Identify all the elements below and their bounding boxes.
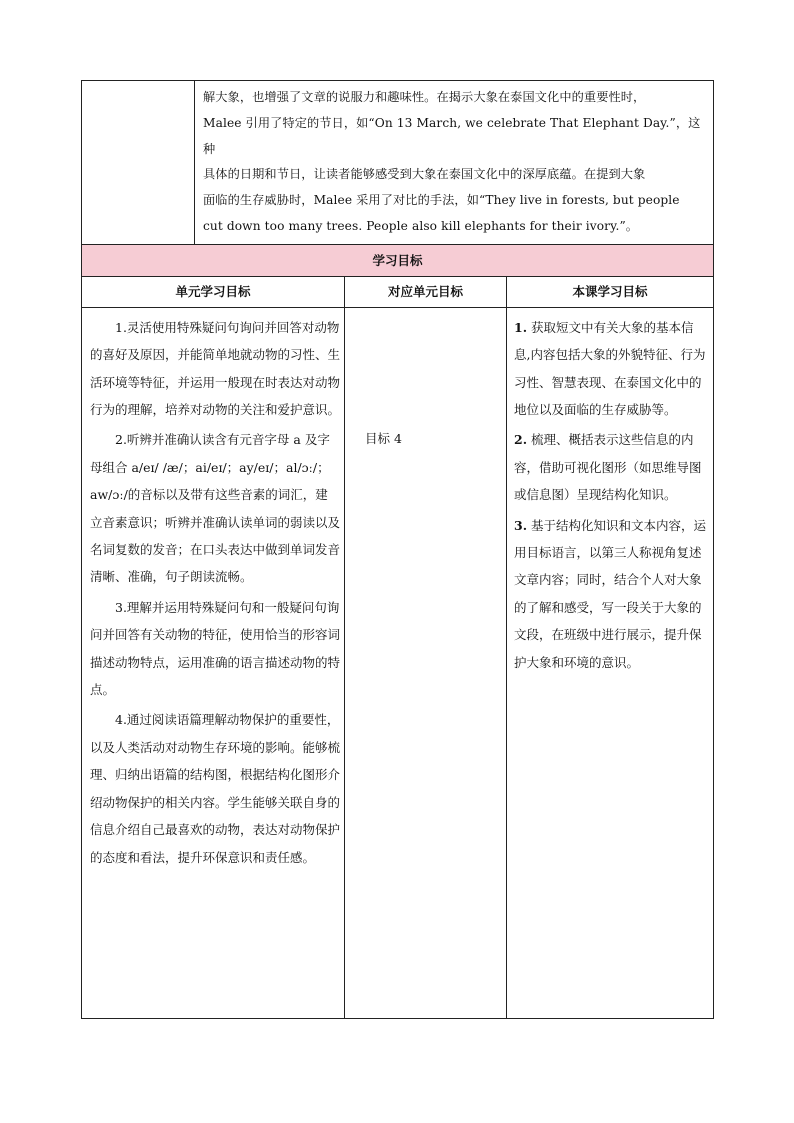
intro-row [82, 81, 714, 245]
lesson-goal-item [514, 426, 709, 508]
lesson-goal-text: 基于结构化知识和文本内容，运用目标语言，以第三人称视角复述文章内容；同时，结合个人对大象的了解和感受，写一段关于大象的文段，在班级中进行展示，提升保护大象和环境的意识。 [514, 517, 707, 670]
lesson-goal-text: 获取短文中有关大象的基本信息,内容包括大象的外貌特征、行为习性、智慧表现、在泰国文化中的地位以及面临的生存威胁等。 [514, 319, 706, 417]
lesson-goal-text: 梳理、概括表示这些信息的内容，借助可视化图形（如思维导图或信息图）呈现结构化知识。 [514, 432, 702, 503]
intro-line: 解大象，也增强了文章的说服力和趣味性。在揭示大象在泰国文化中的重要性时， [203, 90, 646, 104]
unit-goals-cell [82, 307, 345, 1018]
section-title-row [82, 244, 714, 276]
intro-text-cell [195, 81, 714, 245]
intro-line: cut down too many trees. People also kill elephants for their ivory.”。 [203, 218, 639, 233]
intro-line: Malee 引用了特定的节日，如“On 13 March, we celebrate That Elephant Day.”，这种 [203, 115, 701, 156]
intro-line: 面临的生存威胁时，Malee 采用了对比的手法，如“They live in forests, but people [203, 193, 680, 208]
lesson-goal-item [514, 512, 709, 676]
unit-goal-item: 3.理解并运用特殊疑问句和一般疑问句询问并回答有关动物的特征，使用恰当的形容词描述动物特点，运用准确的语言描述动物的特点。 [90, 599, 341, 698]
intro-line: 具体的日期和节日，让读者能够感受到大象在泰国文化中的深厚底蕴。在提到大象 [203, 167, 646, 182]
unit-goal-item: 1.灵活使用特殊疑问句询问并回答对动物的喜好及原因，并能简单地就动物的习性、生活环境等特征，并运用一般现在时表达对动物行为的理解，培养对动物的关注和爱护意识。 [90, 319, 341, 417]
mapped-goal: 目标 4 [365, 430, 402, 446]
lesson-goal-item [514, 314, 709, 424]
goals-row [82, 307, 714, 1018]
lesson-goal-number: 2. [514, 432, 528, 448]
header-row [82, 276, 714, 307]
unit-goal-item: 2.听辨并准确认读含有元音字母 a 及字母组合 a/eɪ/ /æ/；ai/eɪ/；ay/eɪ/；al/ɔː/；aw/ɔː/的音标以及带有这些音素的词汇，建立音素意识；听辨并准确认读单词的弱读以及名词复数的发音；在口头表达中做到单词发音清晰、准确，句子朗读流畅。 [90, 432, 341, 585]
unit-goal-item: 4.通过阅读语篇理解动物保护的重要性，以及人类活动对动物生存环境的影响。能够梳理、归纳出语篇的结构图，根据结构化图形介绍动物保护的相关内容。学生能够关联自身的信息介绍自己最喜欢的动物，表达对动物保护的态度和看法，提升环保意识和责任感。 [90, 712, 341, 865]
mapped-goal-header: 对应单元目标 [345, 276, 507, 307]
intro-label-cell [82, 81, 195, 245]
lesson-goal-number: 1. [514, 319, 528, 335]
unit-goals-header: 单元学习目标 [82, 276, 345, 307]
lesson-goals-cell [507, 307, 714, 1018]
lesson-goal-number: 3. [514, 517, 528, 533]
mapped-goal-cell [345, 307, 507, 1018]
lesson-plan-table [81, 80, 714, 1019]
lesson-goals-header: 本课学习目标 [507, 276, 714, 307]
section-title: 学习目标 [82, 244, 714, 276]
